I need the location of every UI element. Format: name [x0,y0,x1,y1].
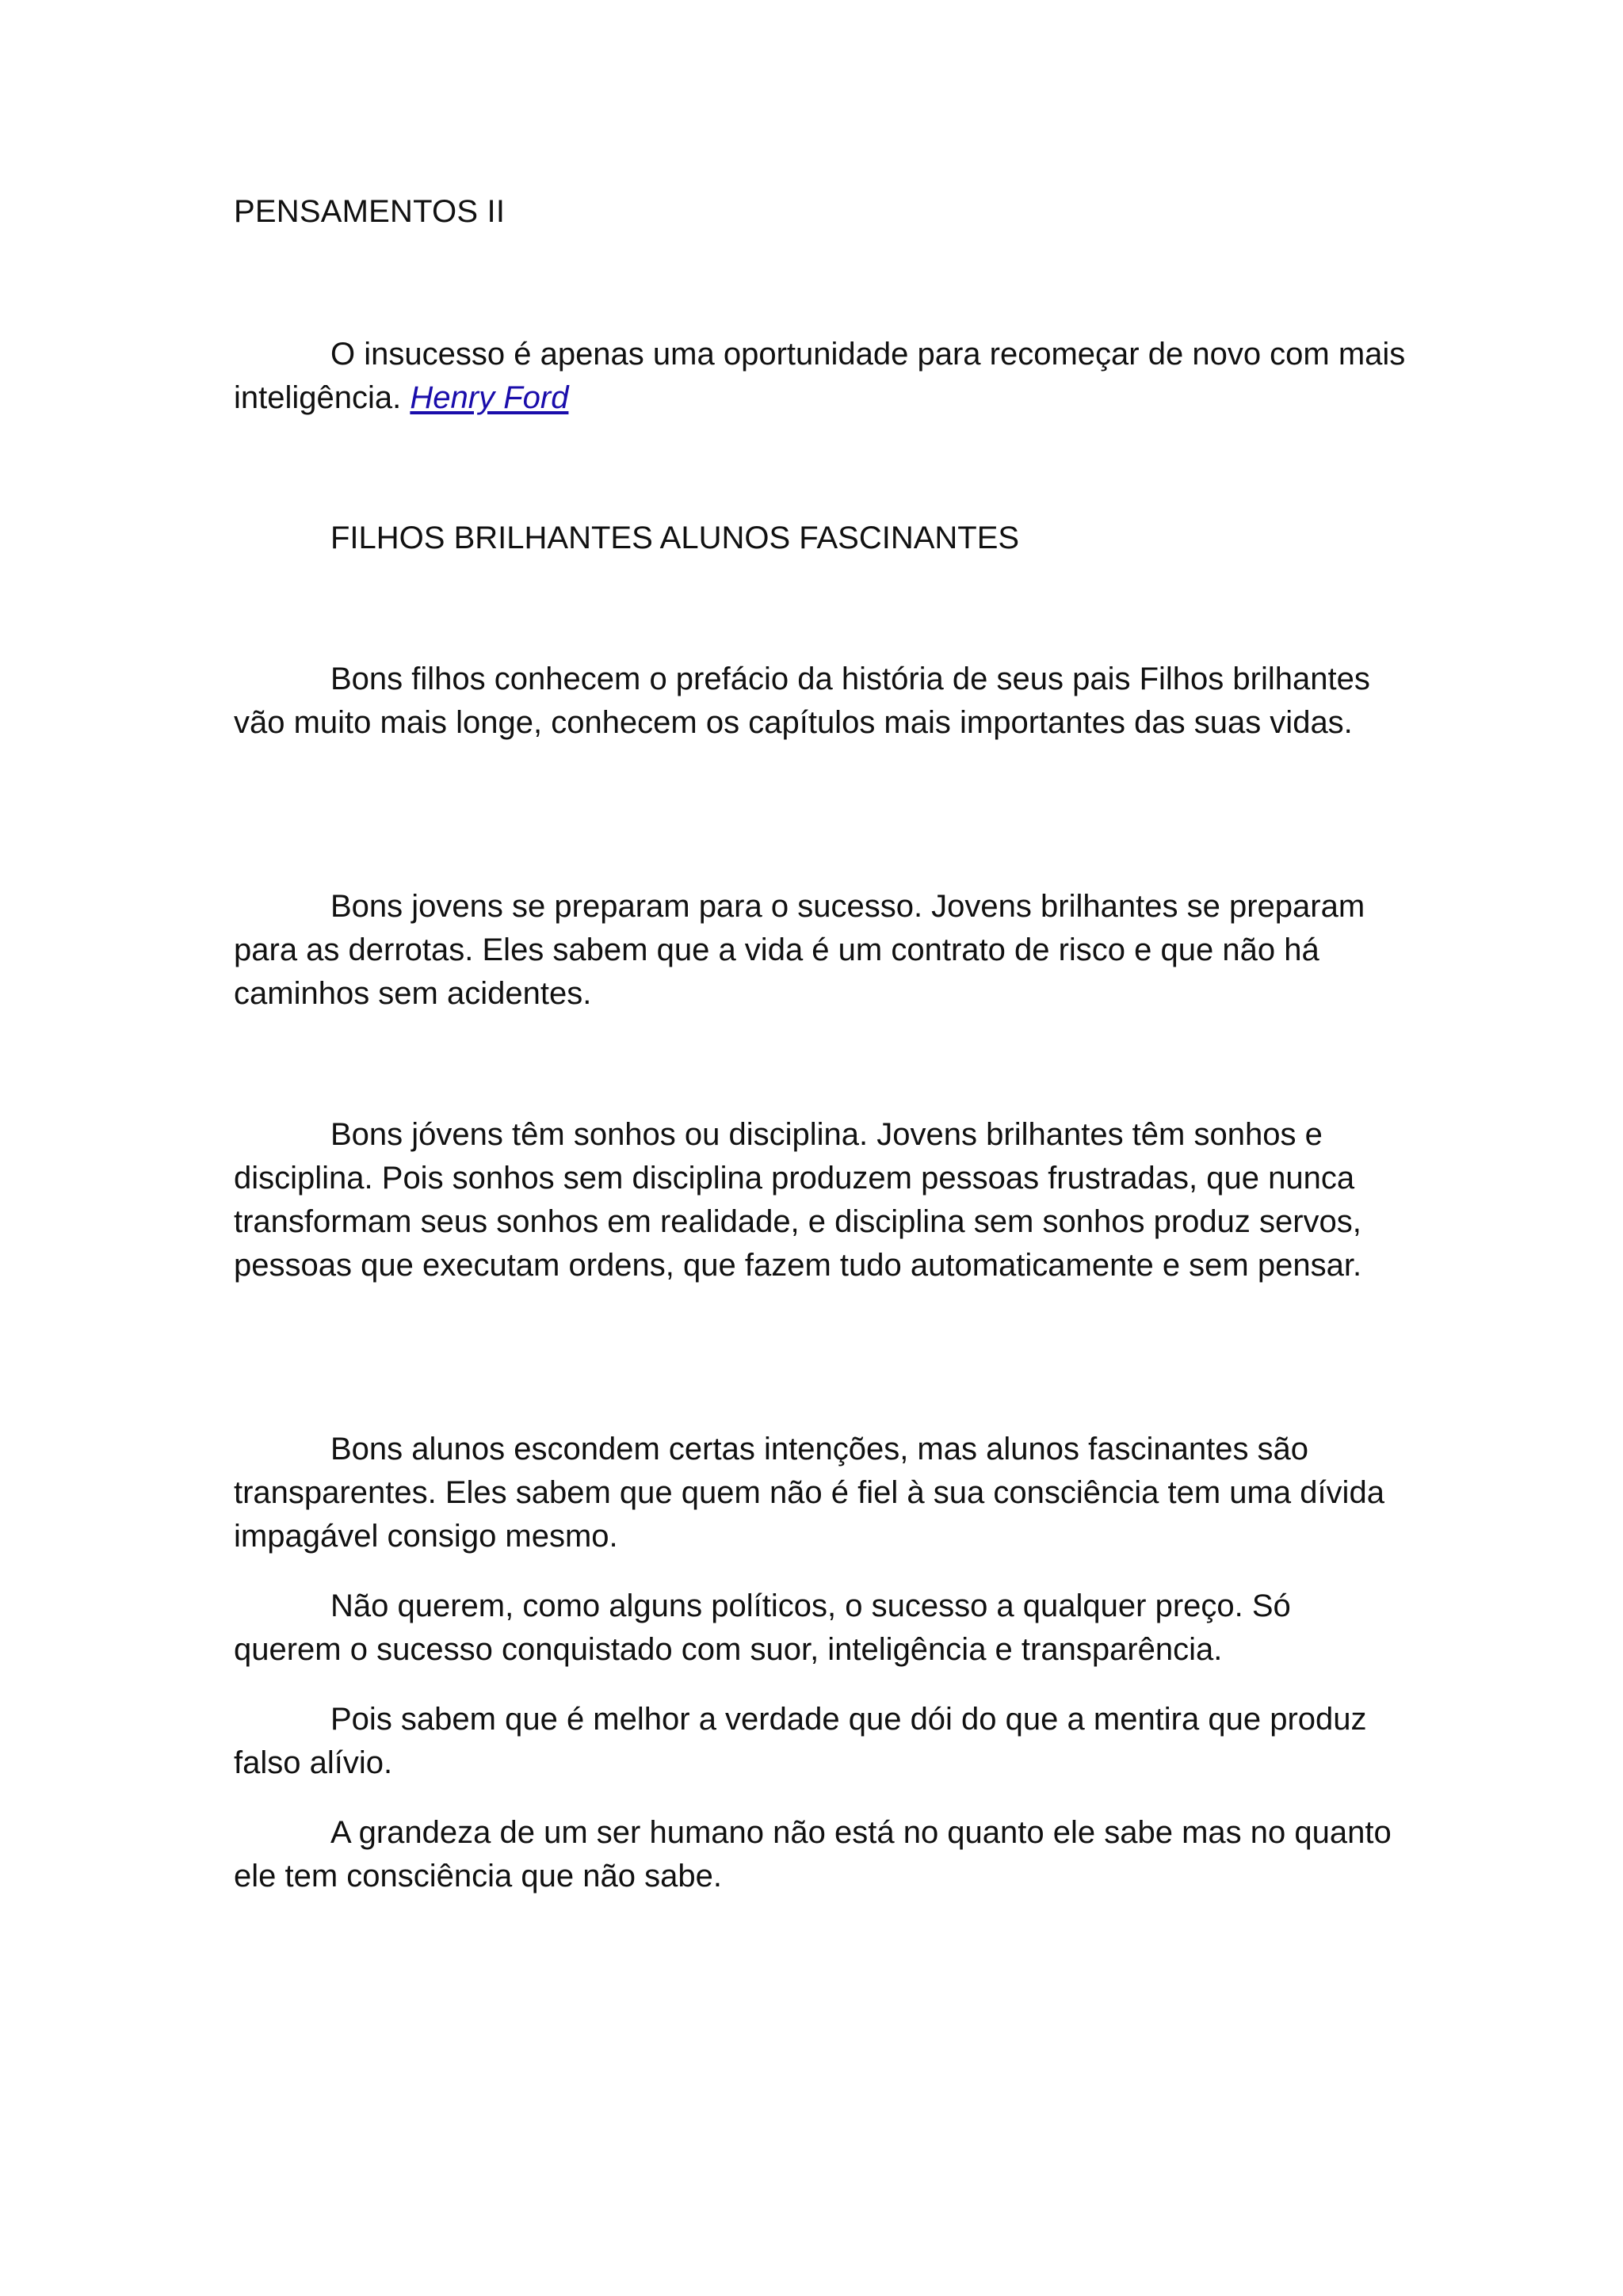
document-title: PENSAMENTOS II [234,194,506,229]
paragraph: Pois sabem que é melhor a verdade que dói do que a mentira que produz falso alívio. [234,1702,1367,1780]
quote-text: O insucesso é apenas uma oportunidade para recomeçar de novo com mais inteligência. [234,337,1406,415]
section-heading: FILHOS BRILHANTES ALUNOS FASCINANTES [330,521,1020,555]
paragraph: A grandeza de um ser humano não está no quanto ele sabe mas no quanto ele tem consciência que não sabe. [234,1815,1392,1894]
paragraph: Bons jovens se preparam para o sucesso. Jovens brilhantes se preparam para as derrotas. Eles sabem que a vida é um contrato de risco e que não há caminhos sem acidentes. [234,889,1365,1011]
paragraph: Bons alunos escondem certas intenções, mas alunos fascinantes são transparentes. Eles sabem que quem não é fiel à sua consciência tem uma dívida impagável consigo mesmo. [234,1432,1384,1554]
paragraph: Bons jóvens têm sonhos ou disciplina. Jovens brilhantes têm sonhos e disciplina. Pois sonhos sem disciplina produzem pessoas frustradas, que nunca transformam seus sonhos em realidade, e disciplina sem sonhos produz servos, pessoas que executam ordens, que fazem tudo automaticamente e sem pensar. [234,1117,1362,1283]
paragraph: Bons filhos conhecem o prefácio da história de seus pais Filhos brilhantes vão muito mais longe, conhecem os capítulos mais importantes das suas vidas. [234,662,1370,740]
quote-paragraph [234,333,1407,420]
paragraph: Não querem, como alguns políticos, o sucesso a qualquer preço. Só querem o sucesso conquistado com suor, inteligência e transparência. [234,1589,1291,1667]
author-link[interactable]: Henry Ford [410,380,569,415]
